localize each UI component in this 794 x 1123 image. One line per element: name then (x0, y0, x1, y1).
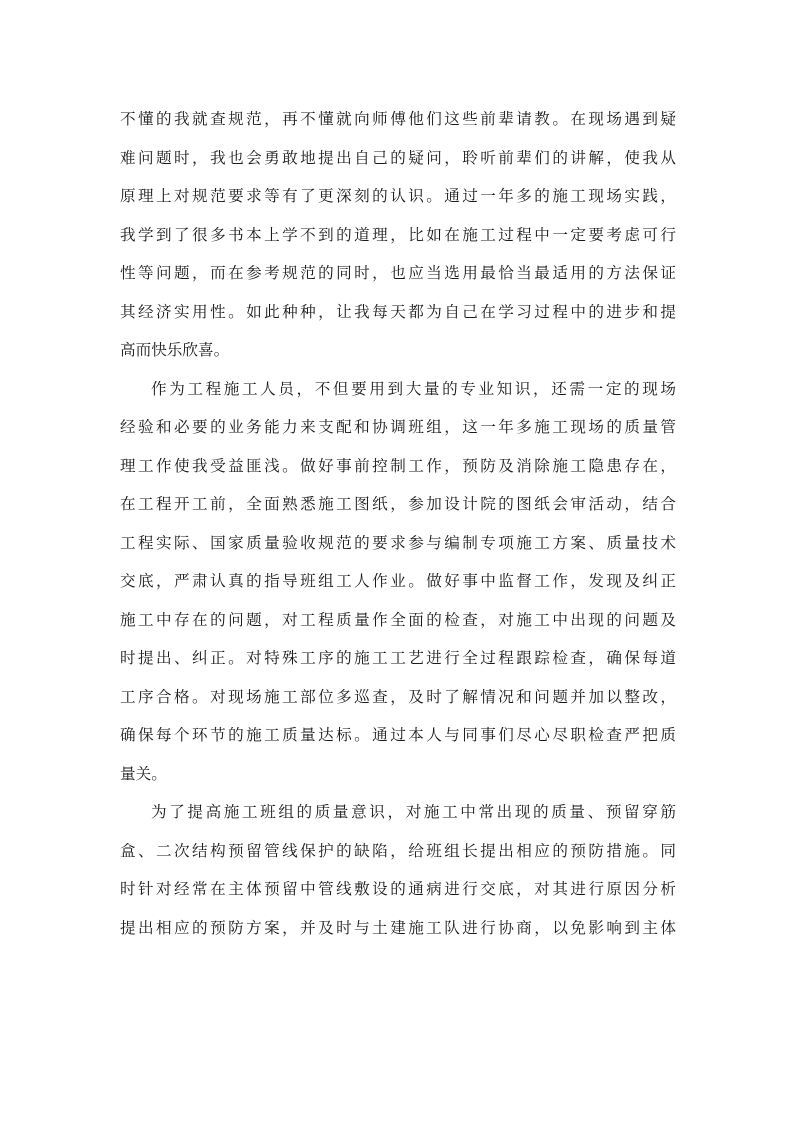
text-line: 交底，严肃认真的指导班组工人作业。做好事中监督工作，发现及纠正 (120, 572, 676, 590)
text-line: 为了提高施工班组的质量意识，对施工中常出现的质量、预留穿筋 (151, 803, 676, 821)
text-line: 原理上对规范要求等有了更深刻的认识。通过一年多的施工现场实践， (120, 187, 676, 205)
text-line: 其经济实用性。如此种种，让我每天都为自己在学习过程中的进步和提 (120, 302, 676, 321)
text-line: 时针对经常在主体预留中管线敷设的通病进行交底，对其进行原因分析 (120, 880, 676, 898)
text-line: 高而快乐欣喜。 (120, 341, 230, 359)
text-line: 盒、二次结构预留管线保护的缺陷，给班组长提出相应的预防措施。同 (120, 841, 676, 860)
text-line: 性等问题，而在参考规范的同时，也应当选用最恰当最适用的方法保证 (120, 264, 676, 282)
text-line: 施工中存在的问题，对工程质量作全面的检查，对施工中出现的问题及 (120, 610, 676, 629)
text-line: 我学到了很多书本上学不到的道理，比如在施工过程中一定要考虑可行 (120, 225, 676, 244)
text-line: 工序合格。对现场施工部位多巡查，及时了解情况和问题并加以整改， (120, 687, 676, 706)
text-line: 理工作使我受益匪浅。做好事前控制工作，预防及消除施工隐患存在， (120, 456, 676, 475)
text-line: 不懂的我就查规范，再不懂就向师傅他们这些前辈请教。在现场遇到疑 (120, 110, 676, 128)
text-line: 时提出、纠正。对特殊工序的施工工艺进行全过程跟踪检查，确保每道 (120, 649, 676, 667)
body-text (120, 100, 676, 947)
text-line: 在工程开工前，全面熟悉施工图纸，参加设计院的图纸会审活动，结合 (120, 495, 676, 513)
text-line: 难问题时，我也会勇敢地提出自己的疑问，聆听前辈们的讲解，使我从 (120, 148, 676, 167)
text-line: 量关。 (120, 764, 167, 783)
text-line: 经验和必要的业务能力来支配和协调班组，这一年多施工现场的质量管 (120, 418, 676, 436)
text-line: 作为工程施工人员，不但要用到大量的专业知识，还需一定的现场 (151, 379, 676, 398)
text-line: 工程实际、国家质量验收规范的要求参与编制专项施工方案、质量技术 (120, 533, 676, 552)
text-line: 确保每个环节的施工质量达标。通过本人与同事们尽心尽职检查严把质 (120, 726, 676, 744)
text-line: 提出相应的预防方案，并及时与土建施工队进行协商，以免影响到主体 (120, 918, 676, 937)
